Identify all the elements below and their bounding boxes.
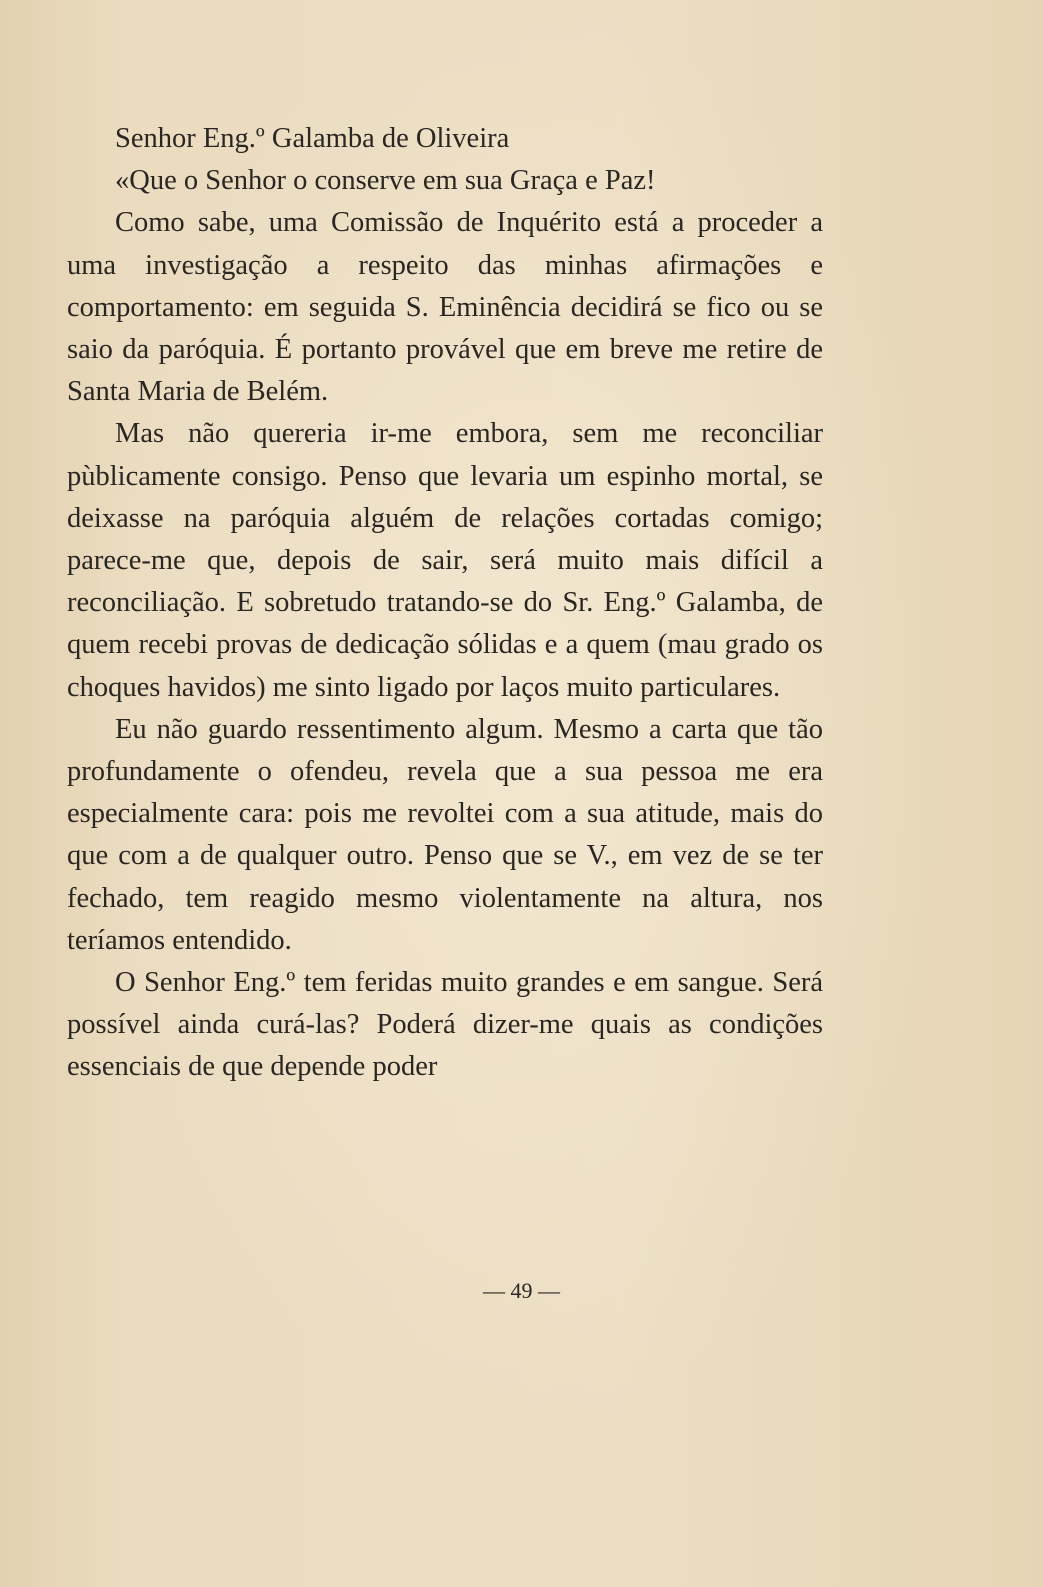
paragraph: O Senhor Eng.º tem feridas muito grandes e em sangue. Será possível ainda curá-las? Poderá dizer-me quais as condições essenciais de que depende poder — [67, 967, 823, 1083]
paragraph-greeting: «Que o Senhor o conserve em sua Graça e Paz! — [115, 165, 656, 197]
paragraph: Como sabe, uma Comissão de Inquérito está a proceder a uma investigação a respeito das minhas afirmações e comportamento: em seguida S. Eminência decidirá se fico ou se saio da paróquia. É portanto provável que em breve me retire de Santa Maria de Belém. — [67, 207, 823, 408]
paragraph: Eu não guardo ressentimento algum. Mesmo a carta que tão profundamente o ofendeu, revela que a sua pessoa me era especialmente cara: pois me revoltei com a sua atitude, mais do que com a de qualquer outro. Penso que se V., em vez de se ter fechado, tem reagido mesmo violentamente na altura, nos teríamos entendido. — [67, 713, 823, 956]
page-number: — 49 — — [483, 1278, 560, 1303]
letter-salutation: Senhor Eng.º Galamba de Oliveira — [115, 123, 510, 154]
letter-body — [67, 118, 823, 1089]
paragraph: Mas não quereria ir-me embora, sem me reconciliar pùblicamente consigo. Penso que levaria um espinho mortal, se deixasse na paróquia alguém de relações cortadas comigo; parece-me que, depois de sair, será muito mais difícil a reconciliação. E sobretudo tratando-se do Sr. Eng.º Galamba, de quem recebi provas de dedicação sólidas e a quem (mau grado os choques havidos) me sinto ligado por laços muito particulares. — [67, 418, 823, 703]
